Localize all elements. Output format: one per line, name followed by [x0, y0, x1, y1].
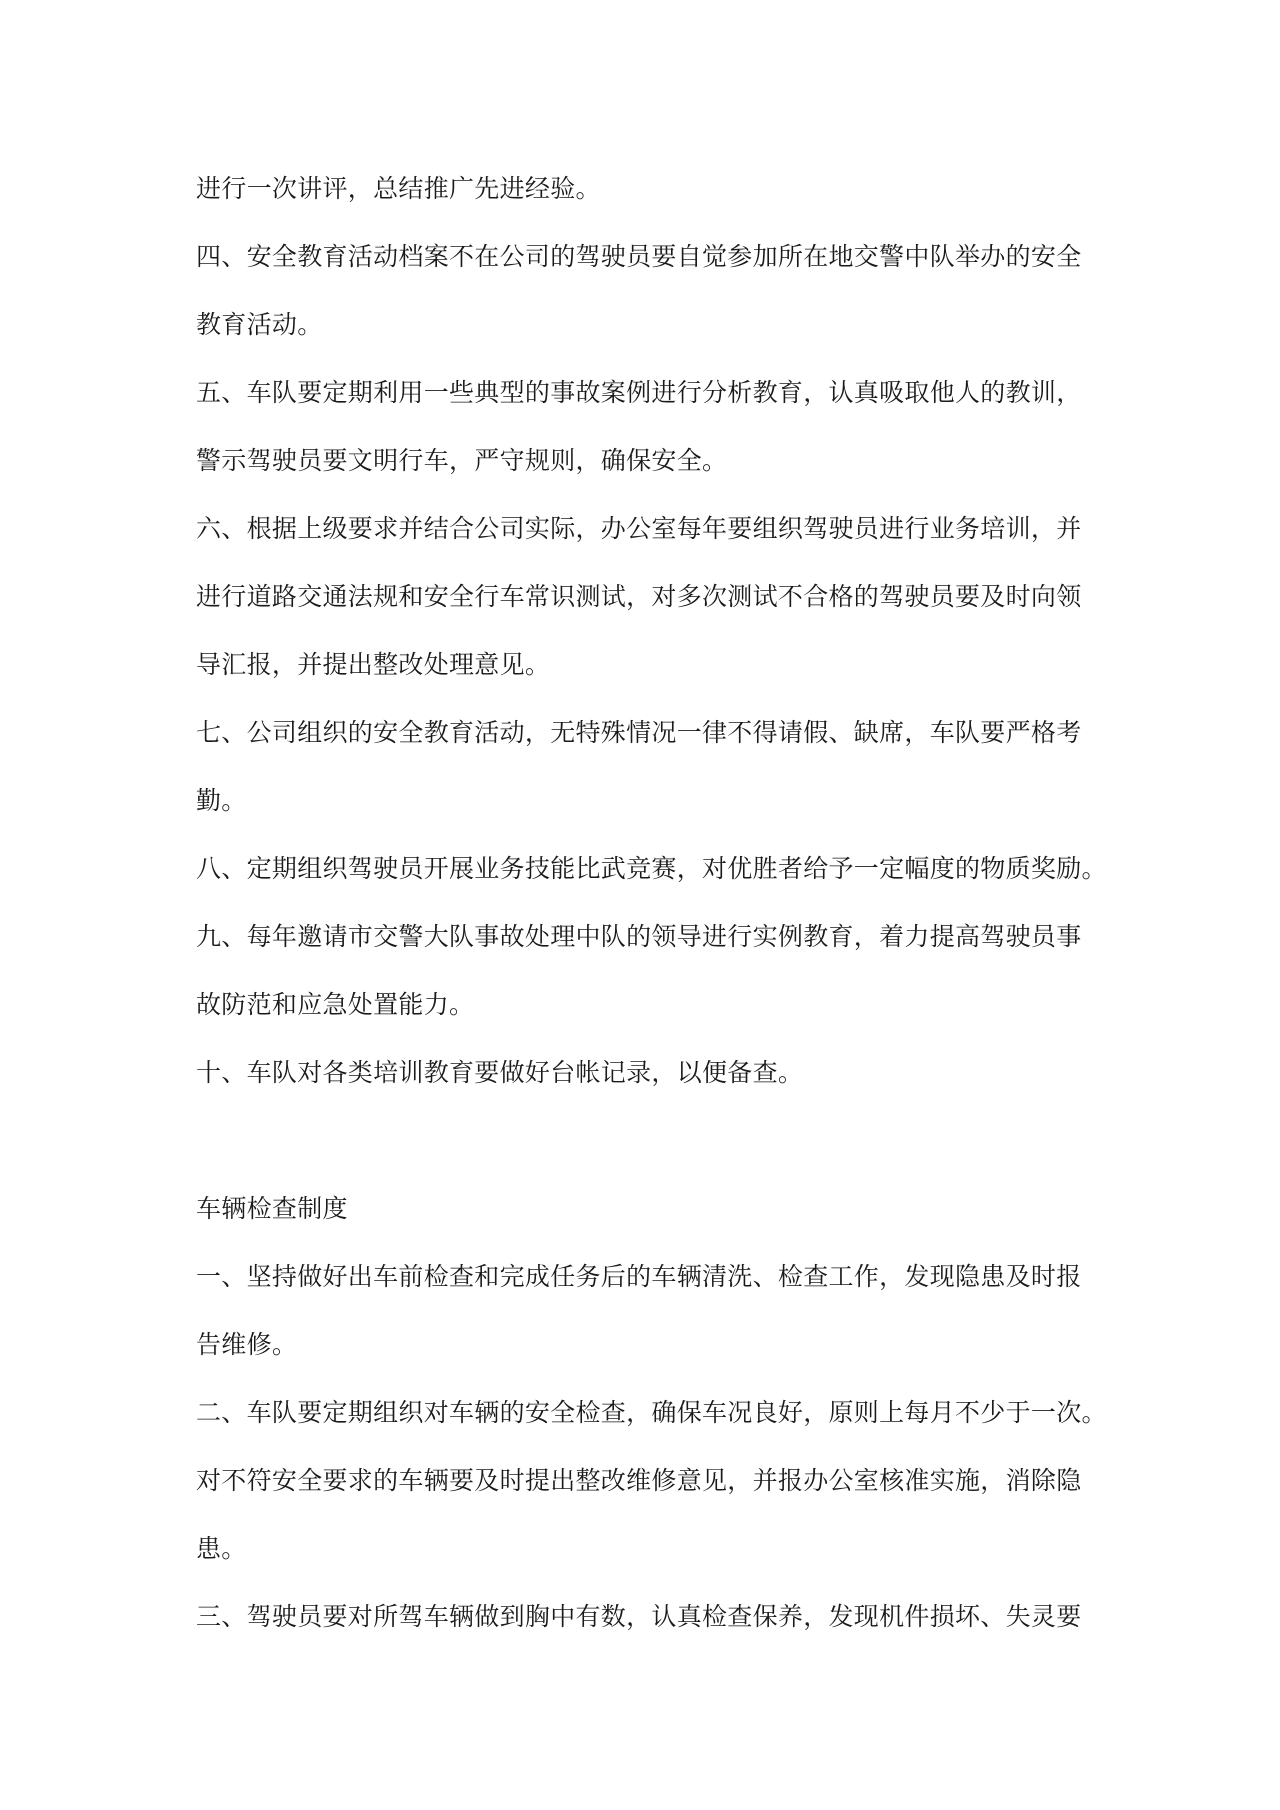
text-line: 故防范和应急处置能力。	[196, 990, 475, 1019]
section-title: 车辆检查制度	[196, 1194, 348, 1223]
text-line: 勤。	[196, 786, 247, 815]
text-line: 十、车队对各类培训教育要做好台帐记录，以便备查。	[196, 1058, 804, 1087]
text-line: 对不符安全要求的车辆要及时提出整改维修意见，并报办公室核准实施，消除隐	[196, 1466, 1082, 1495]
text-line: 七、公司组织的安全教育活动，无特殊情况一律不得请假、缺席，车队要严格考	[196, 718, 1082, 747]
text-line: 警示驾驶员要文明行车，严守规则，确保安全。	[196, 446, 728, 475]
text-line: 告维修。	[196, 1330, 298, 1359]
text-line: 进行一次讲评，总结推广先进经验。	[196, 174, 601, 203]
text-line: 患。	[196, 1534, 247, 1563]
text-line: 二、车队要定期组织对车辆的安全检查，确保车况良好，原则上每月不少于一次。	[196, 1398, 1107, 1427]
text-line: 九、每年邀请市交警大队事故处理中队的领导进行实例教育，着力提高驾驶员事	[196, 922, 1082, 951]
text-line: 进行道路交通法规和安全行车常识测试，对多次测试不合格的驾驶员要及时向领	[196, 582, 1082, 611]
text-line: 三、驾驶员要对所驾车辆做到胸中有数，认真检查保养，发现机件损坏、失灵要	[196, 1602, 1082, 1631]
text-line: 导汇报，并提出整改处理意见。	[196, 650, 551, 679]
text-line: 四、安全教育活动档案不在公司的驾驶员要自觉参加所在地交警中队举办的安全	[196, 242, 1082, 271]
text-line: 八、定期组织驾驶员开展业务技能比武竞赛，对优胜者给予一定幅度的物质奖励。	[196, 854, 1107, 883]
text-line: 六、根据上级要求并结合公司实际，办公室每年要组织驾驶员进行业务培训，并	[196, 514, 1082, 543]
text-line: 五、车队要定期利用一些典型的事故案例进行分析教育，认真吸取他人的教训，	[196, 378, 1082, 407]
text-line: 一、坚持做好出车前检查和完成任务后的车辆清洗、检查工作，发现隐患及时报	[196, 1262, 1082, 1291]
text-line: 教育活动。	[196, 310, 323, 339]
